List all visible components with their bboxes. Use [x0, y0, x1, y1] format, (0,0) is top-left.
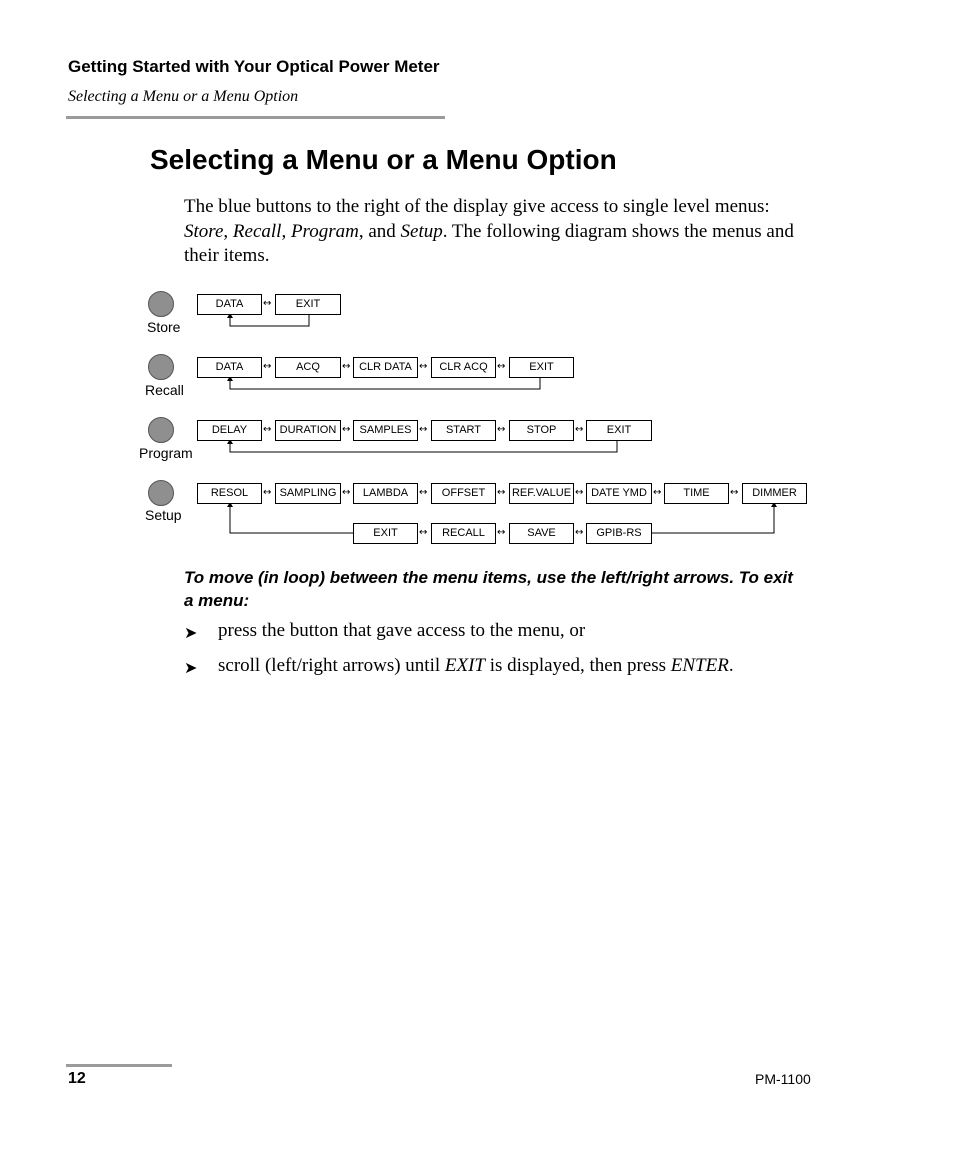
bullet-text [218, 655, 734, 677]
exit-term: EXIT [444, 655, 485, 676]
setup-loop-line-right [652, 504, 774, 533]
arrow-icon: ↔ [497, 361, 506, 372]
enter-term: ENTER [670, 655, 729, 676]
setup-item-resol: RESOL [197, 483, 262, 504]
instruction-heading: To move (in loop) between the menu items, use the left/right arrows. To exit a menu: [184, 568, 793, 610]
bullet-text-part: is displayed, then press [485, 655, 671, 676]
program-menu-label: Program [139, 445, 193, 461]
arrow-icon: ↔ [263, 361, 272, 372]
store-menu-button[interactable] [148, 291, 174, 317]
store-menu-label: Store [147, 319, 181, 335]
recall-item-exit: EXIT [509, 357, 574, 378]
program-loop-line [230, 441, 617, 452]
setup-menu-button[interactable] [148, 480, 174, 506]
header-section-title: Selecting a Menu or a Menu Option [68, 88, 299, 105]
bullet-text-part: scroll (left/right arrows) until [218, 655, 445, 676]
setup-item-ref-value: REF.VALUE [509, 483, 574, 504]
arrow-icon: ↔ [575, 487, 584, 498]
document-code: PM-1100 [755, 1071, 811, 1087]
arrow-icon: ↔ [497, 487, 506, 498]
arrow-icon: ↔ [575, 527, 584, 538]
arrow-icon: ↔ [342, 424, 351, 435]
program-item-duration: DURATION [275, 420, 341, 441]
bullet-arrow-icon: ➤ [184, 658, 198, 677]
bullet-arrow-icon: ➤ [184, 623, 198, 642]
program-menu-button[interactable] [148, 417, 174, 443]
bullet-text-part: . [728, 655, 734, 676]
store-item-data: DATA [197, 294, 262, 315]
arrow-icon: ↔ [419, 527, 428, 538]
arrow-icon: ↔ [419, 424, 428, 435]
arrow-icon: ↔ [263, 298, 272, 309]
program-item-stop: STOP [509, 420, 574, 441]
intro-text-2: . The following diagram shows the menus and their items. [184, 220, 794, 266]
intro-program: Program [290, 220, 359, 242]
store-item-exit: EXIT [275, 294, 341, 315]
recall-item-acq: ACQ [275, 357, 341, 378]
arrow-icon: ↔ [575, 424, 584, 435]
recall-item-clr-acq: CLR ACQ [431, 357, 496, 378]
arrow-icon: ↔ [419, 361, 428, 372]
arrow-icon: ↔ [497, 424, 506, 435]
recall-item-data: DATA [197, 357, 262, 378]
setup-item-recall: RECALL [431, 523, 496, 544]
program-item-delay: DELAY [197, 420, 262, 441]
header-rule [66, 116, 445, 119]
setup-loop-line-left [230, 504, 353, 533]
arrow-icon: ↔ [342, 487, 351, 498]
intro-paragraph [184, 195, 804, 269]
setup-item-gpib-rs: GPIB-RS [586, 523, 652, 544]
setup-item-sampling: SAMPLING [275, 483, 341, 504]
intro-setup: Setup [400, 220, 443, 242]
intro-sep-1: , [223, 220, 233, 242]
intro-sep-2: , [281, 220, 291, 242]
recall-item-clr-data: CLR DATA [353, 357, 418, 378]
footer-rule [66, 1064, 172, 1067]
recall-menu-button[interactable] [148, 354, 174, 380]
intro-sep-3: , and [358, 220, 401, 242]
arrow-icon: ↔ [263, 487, 272, 498]
bullet-text: press the button that gave access to the menu, or [218, 620, 586, 641]
setup-item-time: TIME [664, 483, 729, 504]
recall-menu-label: Recall [145, 382, 184, 398]
setup-item-lambda: LAMBDA [353, 483, 418, 504]
arrow-icon: ↔ [419, 487, 428, 498]
setup-item-dimmer: DIMMER [742, 483, 807, 504]
setup-item-save: SAVE [509, 523, 574, 544]
arrow-icon: ↔ [342, 361, 351, 372]
arrow-icon: ↔ [653, 487, 662, 498]
arrow-icon: ↔ [497, 527, 506, 538]
program-item-exit: EXIT [586, 420, 652, 441]
program-item-start: START [431, 420, 496, 441]
arrow-icon: ↔ [730, 487, 739, 498]
program-item-samples: SAMPLES [353, 420, 418, 441]
recall-loop-line [230, 378, 540, 389]
setup-menu-label: Setup [145, 507, 182, 523]
store-loop-line [230, 315, 309, 326]
setup-item-offset: OFFSET [431, 483, 496, 504]
header-chapter-title: Getting Started with Your Optical Power Meter [68, 57, 440, 76]
intro-store: Store [184, 220, 224, 242]
setup-item-exit: EXIT [353, 523, 418, 544]
setup-item-date-ymd: DATE YMD [586, 483, 652, 504]
page-title: Selecting a Menu or a Menu Option [150, 144, 617, 175]
intro-text-1: The blue buttons to the right of the display give access to single level menus: [184, 196, 770, 217]
page-number: 12 [68, 1070, 86, 1087]
intro-recall: Recall [232, 220, 282, 242]
arrow-icon: ↔ [263, 424, 272, 435]
